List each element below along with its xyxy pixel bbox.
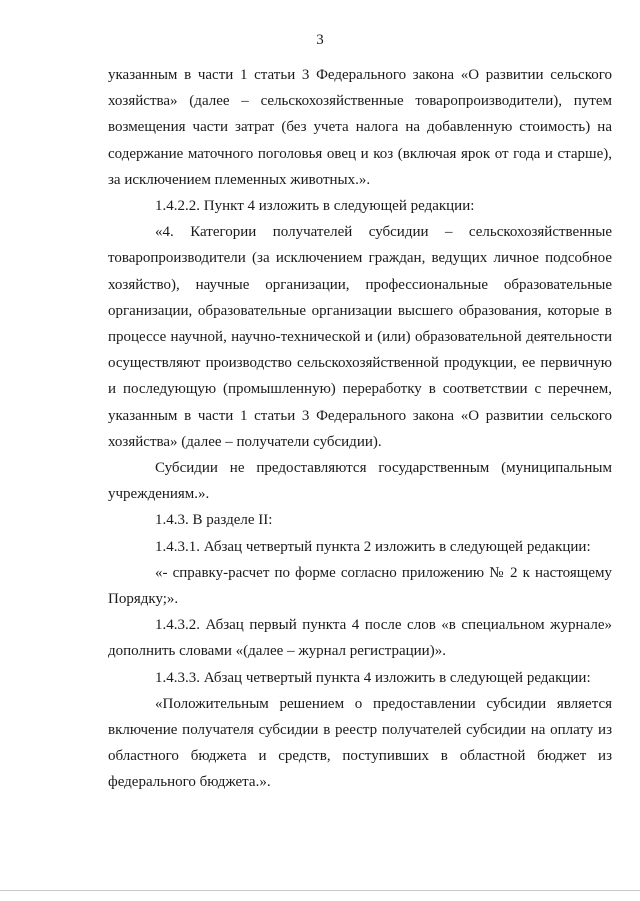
paragraph-1-4-2-2: 1.4.2.2. Пункт 4 изложить в следующей редакции: [155,198,475,215]
paragraph-1-4-3: 1.4.3. В разделе II: [155,512,273,529]
paragraph-calculation-reference: «- справку-расчет по форме согласно приложению № 2 к настоящему Порядку;». [108,564,612,608]
paragraph-1-4-3-1: 1.4.3.1. Абзац четвертый пункта 2 изложить в следующей редакции: [155,538,591,555]
paragraph-1-4-3-2: 1.4.3.2. Абзац первый пункта 4 после слов «в специальном журнале» дополнить словами «(далее – журнал регистрации)». [108,617,612,660]
page-bottom-edge [0,890,640,891]
paragraph-recipient-categories: «4. Категории получателей субсидии – сельскохозяйственные товаропроизводители (за исключением граждан, ведущих личное подсобное хозяйство), научные организации, профессиональные образовательные организации, образовательные организации высшего образования, которые в процессе научной, научно-технической и (или) образовательной деятельности осуществляют производство сельскохозяйственной продукции, ее первичную и последующую (промышленную) переработку в соответствии с перечнем, указанным в части 1 статьи 3 Федерального закона «О развитии сельского хозяйства» (далее – получатели субсидии). [108,224,612,450]
paragraph-continuation: указанным в части 1 статьи 3 Федерального закона «О развитии сельского хозяйства» (далее – сельскохозяйственные товаропроизводители), путем возмещения части затрат (без учета налога на добавленную стоимость) на содержание маточного поголовья овец и коз (включая ярок от года и старше), за исключением племенных животных.». [108,67,612,188]
document-body [108,62,612,796]
paragraph-1-4-3-3: 1.4.3.3. Абзац четвертый пункта 4 изложить в следующей редакции: [155,669,591,686]
paragraph-positive-decision: «Положительным решением о предоставлении субсидии является включение получателя субсидии в реестр получателей субсидии на оплату из областного бюджета и средств, поступивших в областной бюджет из федерального бюджета.». [108,695,612,791]
page-number: 3 [316,32,324,48]
paragraph-subsidy-exclusion: Субсидии не предоставляются государственным (муниципальным учреждениям.». [108,460,612,503]
